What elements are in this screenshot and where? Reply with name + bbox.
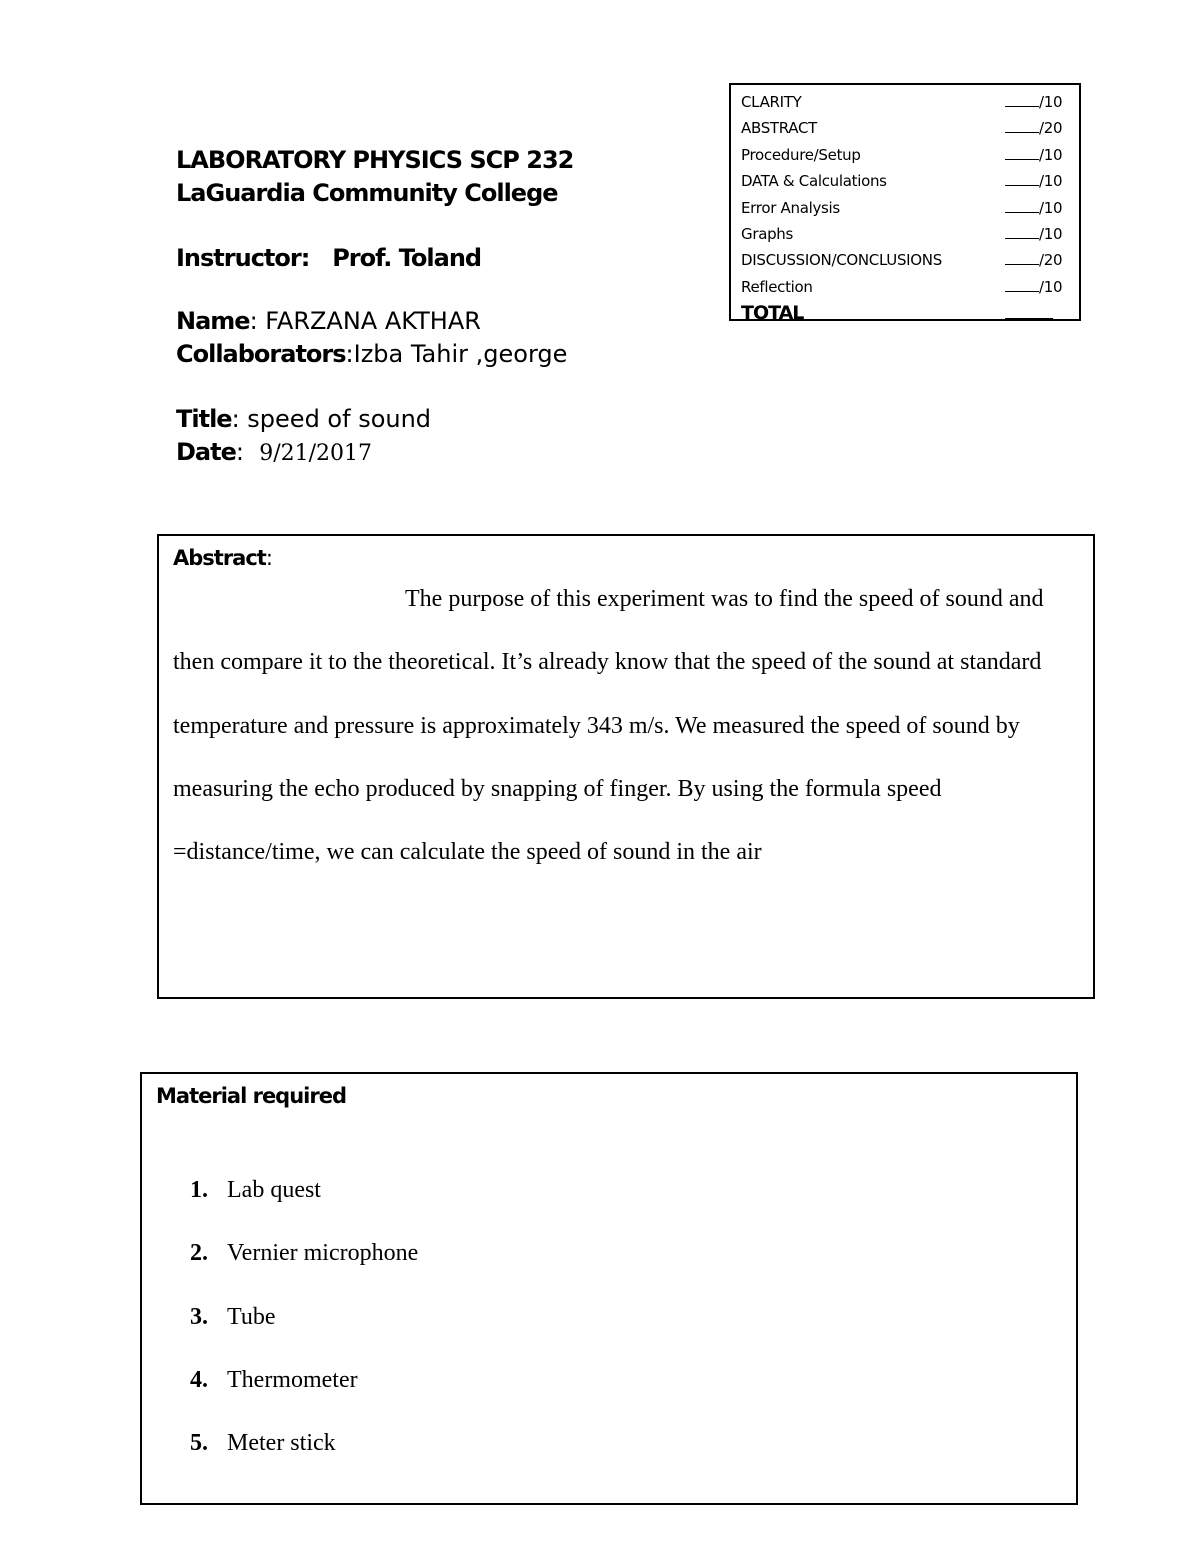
collaborators-line [176, 338, 696, 371]
score-blank [1005, 93, 1039, 107]
date-line [176, 436, 696, 470]
rubric-row-abstract [741, 115, 1071, 141]
date-label: Date [176, 438, 236, 466]
list-number: 2. [190, 1240, 208, 1267]
list-item [190, 1423, 418, 1486]
abstract-box [157, 534, 1095, 999]
rubric-max-score: /10 [1039, 277, 1063, 296]
title-line [176, 403, 696, 436]
list-number: 3. [190, 1303, 208, 1330]
score-blank [1005, 225, 1039, 239]
list-item [190, 1170, 418, 1233]
rubric-label: ABSTRACT [741, 119, 818, 138]
list-item [190, 1360, 418, 1423]
name-line [176, 305, 696, 338]
materials-list [190, 1170, 418, 1486]
collaborators-label: Collaborators [176, 340, 346, 368]
instructor-label: Instructor: [176, 244, 310, 272]
rubric-row-graphs [741, 221, 1071, 247]
rubric-row-reflection [741, 274, 1071, 300]
rubric-row-procedure [741, 142, 1071, 168]
total-score-blank [1005, 302, 1053, 319]
abstract-colon: : [265, 546, 272, 570]
score-blank [1005, 146, 1039, 160]
rubric-max-score: /10 [1039, 224, 1063, 243]
rubric-max-score: /20 [1039, 119, 1063, 138]
course-title: LABORATORY PHYSICS SCP 232 [176, 146, 574, 174]
college-name: LaGuardia Community College [176, 179, 558, 207]
list-item [190, 1297, 418, 1360]
date-colon: : [235, 438, 244, 466]
rubric-max-score: /20 [1039, 251, 1063, 270]
rubric-row-data [741, 168, 1071, 194]
name-value: : FARZANA AKTHAR [249, 307, 481, 335]
rubric-label: Error Analysis [741, 198, 840, 217]
rubric-label: Graphs [741, 224, 794, 243]
rubric-total-label: TOTAL [741, 302, 804, 325]
list-text: Meter stick [227, 1430, 336, 1457]
list-number: 4. [190, 1366, 208, 1393]
abstract-text: The purpose of this experiment was to find the speed of sound and then compare it to the theoretical. It’s already know that the speed of the sound at standard temperature and pressure is approximately 343 m/s. We measured the speed of sound by measuring the echo produced by snapping of finger. By using the formula speed =distance/time, we can calculate the speed of sound in the air [173, 586, 1044, 866]
grading-rubric [729, 83, 1081, 325]
title-label: Title [176, 405, 232, 433]
score-blank [1005, 119, 1039, 133]
list-text: Vernier microphone [227, 1240, 419, 1267]
title-value: : speed of sound [231, 405, 432, 433]
instructor-name: Prof. Toland [332, 244, 482, 272]
rubric-max-score: /10 [1039, 145, 1063, 164]
collaborators-value: :Izba Tahir ,george [345, 340, 568, 368]
rubric-row-error-analysis [741, 195, 1071, 221]
abstract-label: Abstract [173, 546, 266, 570]
list-text: Tube [227, 1303, 276, 1330]
rubric-max-score: /10 [1039, 172, 1063, 191]
rubric-max-score: /10 [1039, 198, 1063, 217]
date-value: 9/21/2017 [259, 441, 373, 466]
rubric-label: Reflection [741, 277, 813, 296]
rubric-label: DISCUSSION/CONCLUSIONS [741, 251, 942, 270]
rubric-row-total [741, 300, 1071, 326]
materials-title: Material required [156, 1084, 346, 1108]
abstract-heading [173, 546, 272, 570]
instructor-line [176, 242, 696, 275]
rubric-label: CLARITY [741, 93, 802, 111]
rubric-row-discussion [741, 247, 1071, 273]
rubric-max-score: /10 [1039, 93, 1063, 111]
list-number: 5. [190, 1430, 208, 1457]
list-item [190, 1233, 418, 1296]
rubric-row-clarity [741, 89, 1071, 115]
rubric-label: Procedure/Setup [741, 145, 861, 164]
list-text: Lab quest [227, 1177, 321, 1203]
list-text: Thermometer [227, 1366, 358, 1393]
score-blank [1005, 251, 1039, 265]
score-blank [1005, 278, 1039, 292]
report-header [176, 144, 696, 470]
materials-box [140, 1072, 1078, 1505]
list-number: 1. [190, 1177, 208, 1203]
score-blank [1005, 172, 1039, 186]
score-blank [1005, 199, 1039, 213]
rubric-label: DATA & Calculations [741, 172, 887, 191]
name-label: Name [176, 307, 250, 335]
